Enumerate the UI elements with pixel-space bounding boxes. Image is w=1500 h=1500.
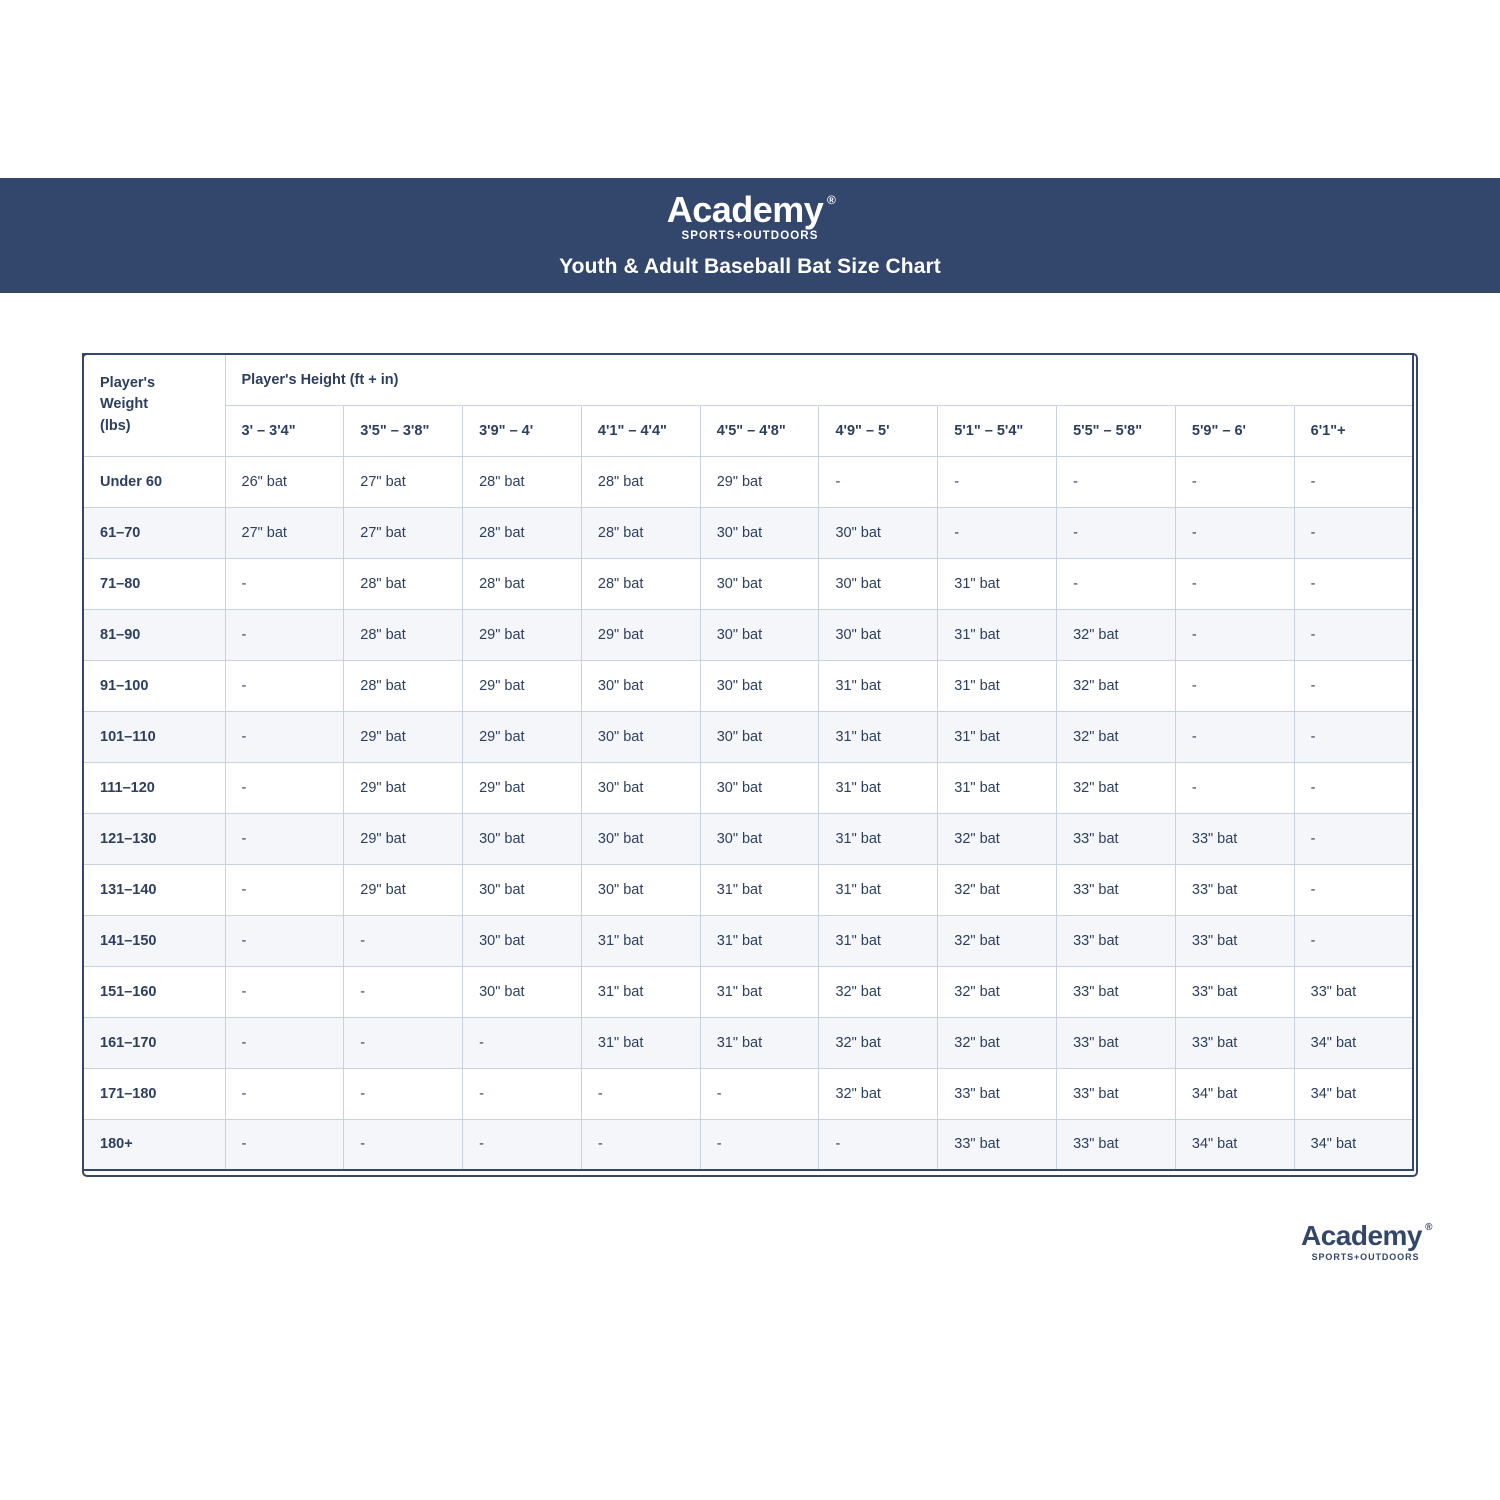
table-row	[83, 558, 1413, 609]
weight-row-label: 180+	[83, 1119, 225, 1170]
bat-size-cell: 33" bat	[1175, 1017, 1294, 1068]
bat-size-cell: 30" bat	[819, 507, 938, 558]
bat-size-cell: 32" bat	[819, 1017, 938, 1068]
bat-size-cell: 29" bat	[463, 711, 582, 762]
bat-size-cell: 31" bat	[581, 1017, 700, 1068]
bat-size-cell: 31" bat	[938, 558, 1057, 609]
bat-size-cell: 33" bat	[1175, 864, 1294, 915]
bat-size-cell: -	[1294, 507, 1413, 558]
page-title: Youth & Adult Baseball Bat Size Chart	[559, 255, 941, 279]
bat-size-cell: 33" bat	[1175, 915, 1294, 966]
bat-size-cell: -	[225, 558, 344, 609]
bat-size-cell: -	[344, 1017, 463, 1068]
bat-size-cell: 31" bat	[938, 711, 1057, 762]
table-row	[83, 1017, 1413, 1068]
table-column-header-row	[83, 405, 1413, 456]
bat-size-cell: -	[700, 1119, 819, 1170]
bat-size-cell: 30" bat	[819, 558, 938, 609]
bat-size-cell: 33" bat	[1057, 1119, 1176, 1170]
bat-size-cell: -	[1294, 813, 1413, 864]
bat-size-cell: 30" bat	[581, 762, 700, 813]
bat-size-cell: 33" bat	[1057, 1068, 1176, 1119]
bat-size-cell: -	[581, 1119, 700, 1170]
bat-size-cell: 28" bat	[463, 558, 582, 609]
table-row	[83, 1119, 1413, 1170]
bat-size-cell: 28" bat	[344, 660, 463, 711]
table-body	[83, 456, 1413, 1170]
bat-size-cell: -	[225, 864, 344, 915]
height-column-header: 3' – 3'4"	[225, 405, 344, 456]
bat-size-cell: 32" bat	[938, 966, 1057, 1017]
bat-size-cell: 28" bat	[463, 507, 582, 558]
bat-size-cell: 30" bat	[463, 864, 582, 915]
bat-size-cell: 32" bat	[819, 1068, 938, 1119]
bat-size-cell: -	[1175, 762, 1294, 813]
bat-size-cell: -	[1057, 558, 1176, 609]
registered-trademark-icon: ®	[826, 192, 836, 207]
bat-size-cell: 32" bat	[938, 813, 1057, 864]
brand-wordmark	[666, 188, 836, 230]
bat-size-cell: 30" bat	[581, 813, 700, 864]
bat-size-cell: 29" bat	[700, 456, 819, 507]
table-row	[83, 966, 1413, 1017]
bat-size-cell: -	[1294, 915, 1413, 966]
bat-size-cell: 33" bat	[1057, 864, 1176, 915]
bat-size-cell: 31" bat	[938, 609, 1057, 660]
bat-size-cell: -	[1294, 558, 1413, 609]
table-row	[83, 609, 1413, 660]
height-column-header: 5'1" – 5'4"	[938, 405, 1057, 456]
table-row	[83, 813, 1413, 864]
weight-column-header	[83, 354, 225, 456]
bat-size-cell: -	[1175, 456, 1294, 507]
bat-size-cell: 27" bat	[225, 507, 344, 558]
bat-size-cell: -	[938, 507, 1057, 558]
bat-size-cell: 33" bat	[1057, 966, 1176, 1017]
height-group-header: Player's Height (ft + in)	[225, 354, 1413, 405]
bat-size-cell: 31" bat	[819, 915, 938, 966]
table-row	[83, 915, 1413, 966]
bat-size-cell: 32" bat	[1057, 762, 1176, 813]
table-row	[83, 507, 1413, 558]
bat-size-cell: 32" bat	[1057, 660, 1176, 711]
bat-size-cell: 28" bat	[581, 558, 700, 609]
weight-row-label: 61–70	[83, 507, 225, 558]
footer-brand-tagline: SPORTS+OUTDOORS	[1311, 1252, 1420, 1262]
bat-size-cell: 31" bat	[700, 864, 819, 915]
bat-size-cell: 29" bat	[463, 660, 582, 711]
header-band	[0, 178, 1500, 293]
bat-size-cell: 30" bat	[700, 507, 819, 558]
bat-size-cell: 30" bat	[700, 762, 819, 813]
bat-size-cell: 33" bat	[1057, 813, 1176, 864]
bat-size-cell: 32" bat	[938, 1017, 1057, 1068]
bat-size-cell: 31" bat	[819, 813, 938, 864]
bat-size-cell: -	[225, 711, 344, 762]
bat-size-cell: 31" bat	[581, 915, 700, 966]
bat-size-cell: 30" bat	[581, 711, 700, 762]
weight-row-label: 81–90	[83, 609, 225, 660]
bat-size-cell: -	[225, 609, 344, 660]
bat-size-cell: 31" bat	[700, 966, 819, 1017]
table-header	[83, 354, 1413, 456]
bat-size-cell: -	[1175, 711, 1294, 762]
bat-size-cell: 29" bat	[344, 864, 463, 915]
bat-size-cell: 30" bat	[819, 609, 938, 660]
bat-size-cell: 34" bat	[1294, 1017, 1413, 1068]
bat-size-cell: -	[1294, 456, 1413, 507]
footer-brand-name-text: Academy	[1300, 1220, 1422, 1251]
height-column-header: 4'9" – 5'	[819, 405, 938, 456]
height-column-header: 4'5" – 4'8"	[700, 405, 819, 456]
bat-size-cell: 28" bat	[344, 609, 463, 660]
bat-size-cell: -	[819, 1119, 938, 1170]
bat-size-cell: 33" bat	[938, 1068, 1057, 1119]
bat-size-cell: 28" bat	[581, 456, 700, 507]
bat-size-cell: 33" bat	[1175, 966, 1294, 1017]
bat-size-cell: 34" bat	[1175, 1068, 1294, 1119]
height-column-header: 3'5" – 3'8"	[344, 405, 463, 456]
bat-size-cell: 28" bat	[581, 507, 700, 558]
bat-size-cell: 29" bat	[344, 813, 463, 864]
footer-academy-logo	[1301, 1222, 1430, 1262]
bat-size-cell: -	[1175, 660, 1294, 711]
weight-header-line-1: Player's	[100, 374, 156, 391]
weight-row-label: 151–160	[83, 966, 225, 1017]
weight-row-label: 171–180	[83, 1068, 225, 1119]
height-column-header: 3'9" – 4'	[463, 405, 582, 456]
weight-row-label: 91–100	[83, 660, 225, 711]
bat-size-cell: 29" bat	[344, 762, 463, 813]
weight-row-label: 101–110	[83, 711, 225, 762]
bat-size-cell: -	[819, 456, 938, 507]
bat-size-cell: -	[344, 1068, 463, 1119]
bat-size-cell: 32" bat	[1057, 609, 1176, 660]
table-row	[83, 456, 1413, 507]
bat-size-cell: 27" bat	[344, 507, 463, 558]
bat-size-cell: 34" bat	[1294, 1119, 1413, 1170]
bat-size-cell: -	[344, 966, 463, 1017]
table-row	[83, 864, 1413, 915]
bat-size-cell: 30" bat	[463, 966, 582, 1017]
bat-size-cell: 33" bat	[1175, 813, 1294, 864]
bat-size-cell: -	[225, 660, 344, 711]
bat-size-cell: -	[1294, 711, 1413, 762]
bat-size-cell: 30" bat	[700, 813, 819, 864]
weight-row-label: 141–150	[83, 915, 225, 966]
weight-row-label: 111–120	[83, 762, 225, 813]
weight-row-label: 131–140	[83, 864, 225, 915]
bat-size-cell: -	[225, 915, 344, 966]
bat-size-cell: 27" bat	[344, 456, 463, 507]
bat-size-cell: -	[225, 966, 344, 1017]
weight-header-line-2: Weight	[100, 396, 149, 413]
bat-size-cell: 29" bat	[581, 609, 700, 660]
bat-size-cell: 32" bat	[819, 966, 938, 1017]
bat-size-cell: 29" bat	[463, 609, 582, 660]
bat-size-cell: 31" bat	[581, 966, 700, 1017]
weight-row-label: 71–80	[83, 558, 225, 609]
weight-row-label: 121–130	[83, 813, 225, 864]
bat-size-cell: -	[463, 1017, 582, 1068]
bat-size-cell: 31" bat	[819, 660, 938, 711]
weight-row-label: Under 60	[83, 456, 225, 507]
footer-registered-trademark-icon: ®	[1425, 1222, 1432, 1233]
bat-size-table-container	[82, 353, 1414, 1171]
bat-size-cell: -	[344, 915, 463, 966]
bat-size-cell: 26" bat	[225, 456, 344, 507]
bat-size-cell: -	[1294, 660, 1413, 711]
bat-size-cell: -	[463, 1068, 582, 1119]
bat-size-table	[82, 353, 1414, 1171]
bat-size-cell: -	[225, 1017, 344, 1068]
weight-header-line-3: (lbs)	[100, 418, 131, 435]
bat-size-cell: 33" bat	[938, 1119, 1057, 1170]
bat-size-cell: -	[225, 1068, 344, 1119]
bat-size-cell: 30" bat	[581, 864, 700, 915]
bat-size-cell: 34" bat	[1294, 1068, 1413, 1119]
table-row	[83, 1068, 1413, 1119]
bat-size-cell: -	[1294, 609, 1413, 660]
table-row	[83, 660, 1413, 711]
bat-size-cell: 30" bat	[463, 813, 582, 864]
bat-size-cell: -	[1294, 762, 1413, 813]
height-column-header: 5'9" – 6'	[1175, 405, 1294, 456]
bat-size-cell: 32" bat	[1057, 711, 1176, 762]
bat-size-cell: 30" bat	[700, 558, 819, 609]
bat-size-cell: 31" bat	[819, 762, 938, 813]
bat-size-cell: 32" bat	[938, 864, 1057, 915]
bat-size-cell: -	[225, 1119, 344, 1170]
bat-size-cell: -	[344, 1119, 463, 1170]
bat-size-cell: 33" bat	[1057, 915, 1176, 966]
bat-size-cell: -	[225, 762, 344, 813]
academy-logo	[666, 188, 836, 243]
brand-name-text: Academy	[666, 188, 824, 230]
table-header-row-group	[83, 354, 1413, 405]
bat-size-cell: 30" bat	[581, 660, 700, 711]
bat-size-cell: 29" bat	[344, 711, 463, 762]
bat-size-cell: 31" bat	[700, 1017, 819, 1068]
bat-size-cell: 28" bat	[463, 456, 582, 507]
bat-size-cell: -	[463, 1119, 582, 1170]
bat-size-cell: 33" bat	[1057, 1017, 1176, 1068]
bat-size-cell: -	[1057, 507, 1176, 558]
height-column-header: 4'1" – 4'4"	[581, 405, 700, 456]
bat-size-cell: 34" bat	[1175, 1119, 1294, 1170]
bat-size-cell: -	[225, 813, 344, 864]
bat-size-cell: -	[1175, 558, 1294, 609]
bat-size-cell: 30" bat	[700, 711, 819, 762]
bat-size-cell: -	[1175, 507, 1294, 558]
bat-size-cell: 31" bat	[938, 762, 1057, 813]
weight-row-label: 161–170	[83, 1017, 225, 1068]
bat-size-cell: -	[700, 1068, 819, 1119]
bat-size-cell: -	[1175, 609, 1294, 660]
table-row	[83, 711, 1413, 762]
height-column-header: 5'5" – 5'8"	[1057, 405, 1176, 456]
bat-size-cell: -	[581, 1068, 700, 1119]
brand-tagline: SPORTS+OUTDOORS	[681, 229, 819, 242]
bat-size-cell: -	[1057, 456, 1176, 507]
bat-size-cell: 30" bat	[463, 915, 582, 966]
height-column-header: 6'1"+	[1294, 405, 1413, 456]
bat-size-cell: 28" bat	[344, 558, 463, 609]
bat-size-cell: 31" bat	[938, 660, 1057, 711]
bat-size-cell: 29" bat	[463, 762, 582, 813]
bat-size-cell: 33" bat	[1294, 966, 1413, 1017]
bat-size-cell: 32" bat	[938, 915, 1057, 966]
bat-size-cell: 30" bat	[700, 609, 819, 660]
bat-size-cell: 31" bat	[819, 711, 938, 762]
bat-size-cell: 31" bat	[819, 864, 938, 915]
bat-size-cell: 30" bat	[700, 660, 819, 711]
footer-brand-wordmark	[1301, 1222, 1430, 1250]
bat-size-cell: 31" bat	[700, 915, 819, 966]
bat-size-cell: -	[1294, 864, 1413, 915]
table-row	[83, 762, 1413, 813]
bat-size-cell: -	[938, 456, 1057, 507]
